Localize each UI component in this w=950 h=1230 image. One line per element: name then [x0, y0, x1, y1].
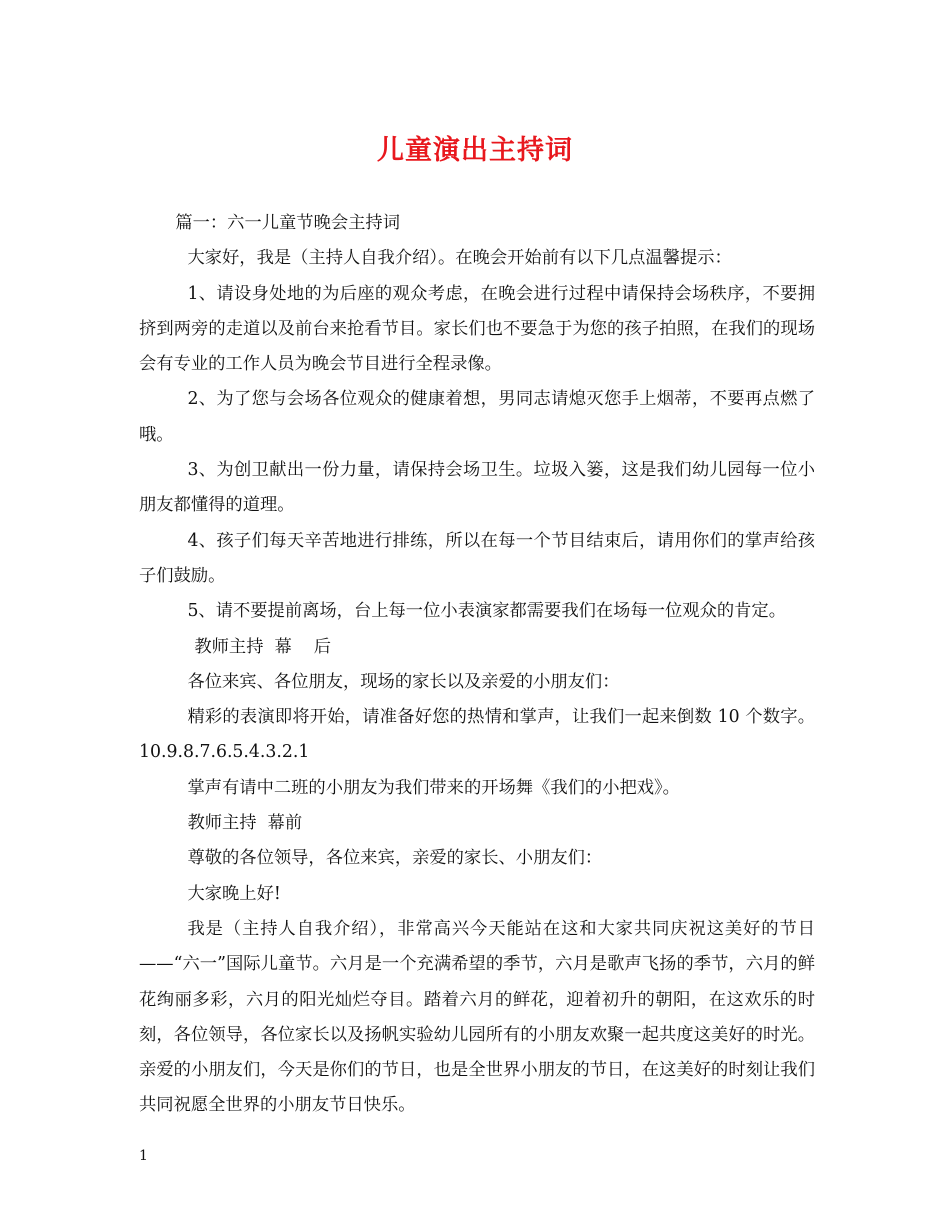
paragraph: 精彩的表演即将开始，请准备好您的热情和掌声，让我们一起来倒数 10 个数字。10.9.8.7.6.5.4.3.2.1 [139, 707, 815, 763]
paragraph: 我是（主持人自我介绍），非常高兴今天能站在这和大家共同庆祝这美好的节日——“六一”国际儿童节。六月是一个充满希望的季节，六月是歌声飞扬的季节，六月的鲜花绚丽多彩，六月的阳光灿烂夺目。踏着六月的鲜花，迎着初升的朝阳，在这欢乐的时刻，各位领导，各位家长以及扬帆实验幼儿园所有的小朋友欢聚一起共度这美好的时光。亲爱的小朋友们，今天是你们的节日，也是全世界小朋友的节日，在这美好的时刻让我们共同祝愿全世界的小朋友节日快乐。 [139, 918, 815, 1116]
paragraph: 5、请不要提前离场，台上每一位小表演家都需要我们在场每一位观众的肯定。 [187, 601, 786, 622]
section-heading: 篇一：六一儿童节晚会主持词 [175, 213, 400, 233]
paragraph: 各位来宾、各位朋友，现场的家长以及亲爱的小朋友们： [187, 671, 620, 692]
paragraph: 2、为了您与会场各位观众的健康着想，男同志请熄灭您手上烟蒂，不要再点燃了哦。 [139, 389, 815, 445]
document-title: 儿童演出主持词 [377, 135, 573, 166]
paragraph: 4、孩子们每天辛苦地进行排练，所以在每一个节目结束后，请用你们的掌声给孩子们鼓励。 [139, 530, 815, 586]
document-body [139, 206, 815, 1124]
paragraph: 大家好，我是（主持人自我介绍）。在晚会开始前有以下几点温馨提示： [187, 248, 732, 269]
paragraph: 教师主持 幕 后 [194, 636, 332, 657]
paragraph: 教师主持 幕前 [187, 813, 303, 834]
paragraph: 3、为创卫献出一份力量，请保持会场卫生。垃圾入篓，这是我们幼儿园每一位小朋友都懂得的道理。 [139, 460, 815, 516]
paragraph: 大家晚上好! [187, 883, 281, 904]
paragraph: 尊敬的各位领导，各位来宾，亲爱的家长、小朋友们： [187, 848, 603, 869]
page-number: 1 [139, 1148, 148, 1164]
paragraph: 掌声有请中二班的小朋友为我们带来的开场舞《我们的小把戏》。 [187, 777, 680, 798]
paragraph: 1、请设身处地的为后座的观众考虑，在晚会进行过程中请保持会场秩序，不要拥挤到两旁的走道以及前台来抢看节目。家长们也不要急于为您的孩子拍照，在我们的现场会有专业的工作人员为晚会节目进行全程录像。 [139, 283, 815, 375]
